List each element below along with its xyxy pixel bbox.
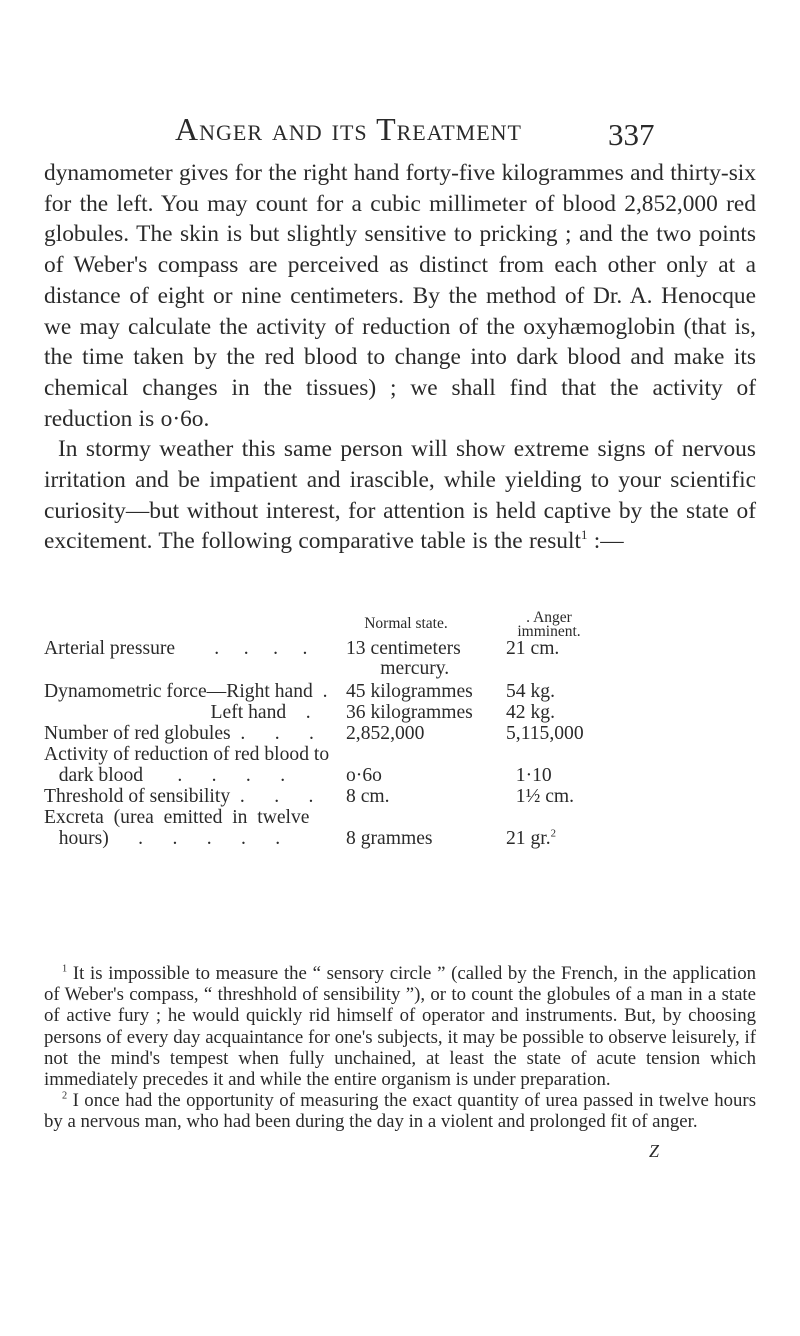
row-anger-value: 42 kg. (506, 702, 555, 723)
body-text (44, 158, 756, 557)
row-normal-value: 8 cm. (346, 786, 390, 807)
row-label: Number of red globules . . . (44, 723, 314, 744)
row-label: Arterial pressure . . . . (44, 638, 308, 659)
col-header-anger-line1: . Anger (526, 609, 572, 626)
footnote-2-text: I once had the opportunity of measuring the exact quantity of urea passed in twelve hours by a nervous man, who had been during the day in a violent and prolonged fit of anger. (44, 1090, 756, 1133)
col-header-anger-line2: imminent. (517, 623, 581, 640)
footnote-1-mark: 1 (62, 963, 68, 975)
row-label: Activity of reduction of red blood to (44, 744, 330, 765)
footnote-ref-2: 2 (550, 827, 557, 840)
page-header (0, 0, 800, 160)
row-label: Excreta (urea emitted in twelve (44, 807, 310, 828)
paragraph-1: dynamometer gives for the right hand forty-five kilogrammes and thirty-six for the left. You may count for a cubic millimeter of blood 2,852,000 red globules. The skin is but slightly sensitive to pricking ; and the two points of Weber's compass are perceived as distinct from each other only at a distance of eight or nine centimeters. By the method of Dr. A. Henocque we may calculate the activity of reduction of the oxyhæmoglobin (that is, the time taken by the red blood to change into dark blood and make its chemical changes in the tissues) ; we shall find that the activity of reduction is o·6o. (44, 160, 756, 432)
row-label: Threshold of sensibility . . . (44, 786, 314, 807)
paragraph-2-end: :— (587, 528, 624, 555)
row-label: hours) . . . . . (44, 828, 281, 849)
page-number: 337 (608, 117, 655, 152)
col-header-anger (499, 611, 599, 639)
row-anger-value: 1½ cm. (506, 786, 575, 807)
row-normal-value: 36 kilogrammes (346, 702, 473, 723)
row-anger-value: 5,115,000 (506, 723, 584, 744)
row-normal-value: 2,852,000 (346, 723, 425, 744)
row-normal-value: o·6o (346, 765, 382, 786)
paragraph-2 (44, 434, 756, 557)
signature-mark: Z (649, 1141, 660, 1161)
footnote-2 (44, 1090, 756, 1132)
footnote-ref-1: 1 (581, 528, 588, 543)
row-anger-value: 54 kg. (506, 681, 555, 702)
row-label: Dynamometric force—Right hand . (44, 681, 328, 702)
row-normal-value: mercury. (346, 658, 450, 679)
row-normal-value: 13 centimeters (346, 638, 461, 659)
col-header-normal: Normal state. (364, 615, 448, 632)
row-anger-value: 21 cm. (506, 638, 560, 659)
running-head: Anger and its Treatment (175, 111, 522, 147)
paragraph-2-text: In stormy weather this same person will show extreme signs of nervous irritation and be impatient and irascible, while yielding to your scientific curiosity—but without interest, for attention is held captive by the state of excitement. The following comparative table is the result (44, 436, 756, 555)
row-normal-value: 45 kilogrammes (346, 681, 473, 702)
footnotes (44, 963, 756, 1133)
row-anger-value: 21 gr. (506, 828, 551, 849)
row-normal-value: 8 grammes (346, 828, 433, 849)
footnote-2-mark: 2 (62, 1090, 68, 1102)
row-anger-value-wrap (506, 829, 556, 849)
row-label: Left hand . (44, 702, 311, 723)
footnote-1-text: It is impossible to measure the “ sensory circle ” (called by the French, in the application of Weber's compass, “ threshhold of sensibility ”), or to count the globules of a man in a state of active fury ; he would quickly rid himself of operator and instruments. But, by choosing persons of every day acquaintance for one's subjects, it may be possible to observe leisurely, if not the mind's tempest when fully unchained, at least the state of acute tension which immediately precedes it and while the entire organism is under preparation. (44, 963, 756, 1091)
row-anger-value: 1·10 (506, 765, 552, 786)
footnote-1 (44, 963, 756, 1090)
row-label: dark blood . . . . (44, 765, 286, 786)
